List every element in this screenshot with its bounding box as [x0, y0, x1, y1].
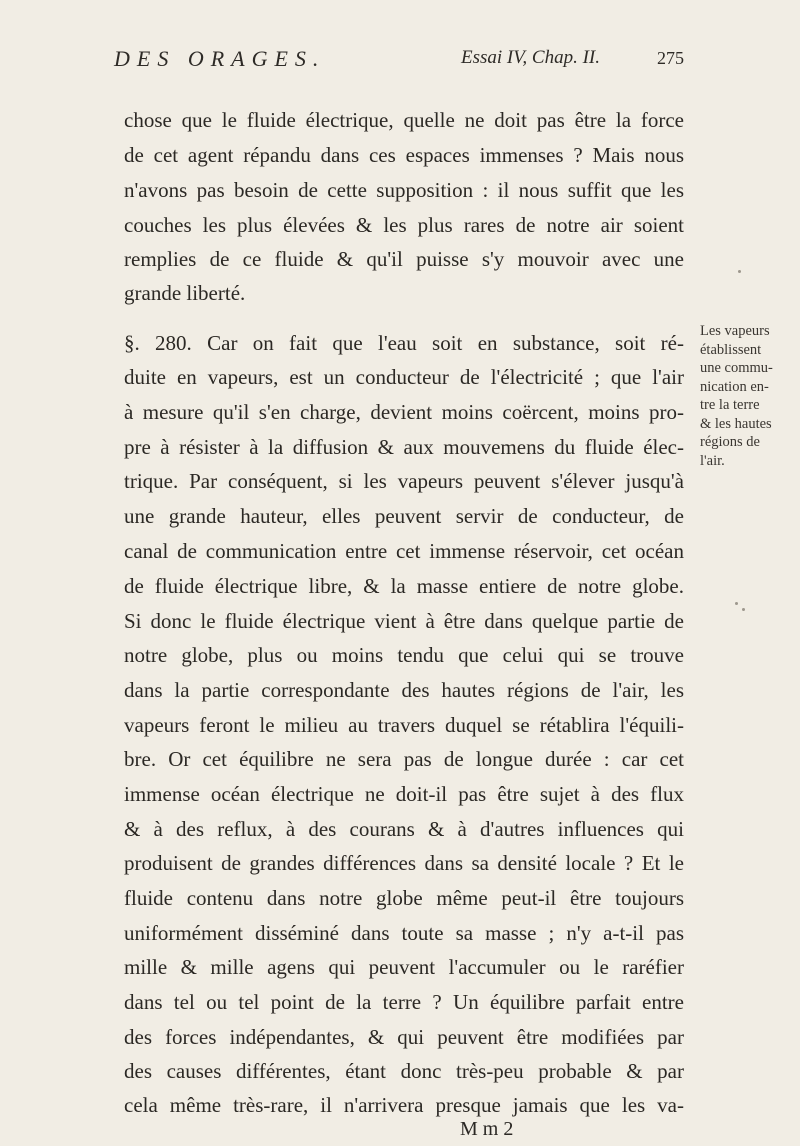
body-line: vapeurs feront le milieu au travers duquel se rétablira l'équili- — [124, 713, 684, 737]
margin-note-line: établissent — [700, 341, 762, 358]
body-line: bre. Or cet équilibre ne sera pas de longue durée : car cet — [124, 747, 684, 771]
body-line: n'avons pas besoin de cette supposition : il nous suffit que les — [124, 178, 684, 202]
body-line: de fluide électrique libre, & la masse entiere de notre globe. — [124, 574, 684, 598]
body-line: Si donc le fluide électrique vient à être dans quelque partie de — [124, 609, 684, 633]
section-reference: Essai IV, Chap. II. — [461, 47, 600, 68]
body-line: à mesure qu'il s'en charge, devient moins coërcent, moins pro- — [124, 400, 684, 424]
body-line: chose que le fluide électrique, quelle ne doit pas être la force — [124, 108, 684, 132]
body-line: duite en vapeurs, est un conducteur de l'électricité ; que l'air — [124, 365, 684, 389]
body-line: trique. Par conséquent, si les vapeurs peuvent s'élever jusqu'à — [124, 469, 684, 493]
body-line: des causes différentes, étant donc très-peu probable & par — [124, 1059, 684, 1083]
body-line: uniformément disséminé dans toute sa masse ; n'y a-t-il pas — [124, 921, 684, 945]
body-line: pre à résister à la diffusion & aux mouvemens du fluide élec- — [124, 435, 684, 459]
paper-speck — [738, 270, 741, 273]
running-header — [114, 46, 684, 80]
body-line: grande liberté. — [124, 281, 246, 305]
paper-speck — [735, 602, 738, 605]
margin-note-line: Les vapeurs — [700, 323, 770, 339]
margin-note-line: une commu- — [700, 360, 773, 376]
body-line: produisent de grandes différences dans sa densité locale ? Et le — [124, 851, 684, 875]
body-line: dans la partie correspondante des hautes régions de l'air, les — [124, 678, 684, 702]
margin-note-line: & les hautes — [700, 415, 772, 432]
body-line: mille & mille agens qui peuvent l'accumuler ou le raréfier — [124, 955, 684, 979]
body-line: notre globe, plus ou moins tendu que celui qui se trouve — [124, 643, 684, 667]
body-line: remplies de ce fluide & qu'il puisse s'y mouvoir avec une — [124, 247, 684, 271]
margin-note — [700, 322, 796, 470]
body-line: dans tel ou tel point de la terre ? Un équilibre parfait entre — [124, 990, 684, 1014]
page-number: 275 — [657, 48, 684, 68]
margin-note-line: l'air. — [700, 452, 725, 469]
margin-note-line: nication en- — [700, 378, 769, 395]
body-line: des forces indépendantes, & qui peuvent être modifiées par — [124, 1025, 684, 1049]
body-line: immense océan électrique ne doit-il pas être sujet à des flux — [124, 782, 684, 806]
body-line: cela même très-rare, il n'arrivera presque jamais que les va- — [124, 1093, 684, 1117]
body-line: canal de communication entre cet immense réservoir, cet océan — [124, 539, 684, 563]
body-line: & à des reflux, à des courans & à d'autres influences qui — [124, 817, 684, 841]
body-line: couches les plus élevées & les plus rares de notre air soient — [124, 213, 684, 237]
catchword-signature: M m 2 — [460, 1118, 514, 1140]
margin-note-line: régions de — [700, 434, 760, 450]
body-line: fluide contenu dans notre globe même peut-il être toujours — [124, 886, 684, 910]
body-line: une grande hauteur, elles peuvent servir de conducteur, de — [124, 504, 684, 528]
body-line: §. 280. Car on fait que l'eau soit en substance, soit ré- — [124, 331, 684, 355]
running-title: DES ORAGES. — [114, 46, 326, 71]
body-line: de cet agent répandu dans ces espaces immenses ? Mais nous — [124, 143, 684, 167]
margin-note-line: tre la terre — [700, 397, 760, 413]
paper-speck — [742, 608, 745, 611]
